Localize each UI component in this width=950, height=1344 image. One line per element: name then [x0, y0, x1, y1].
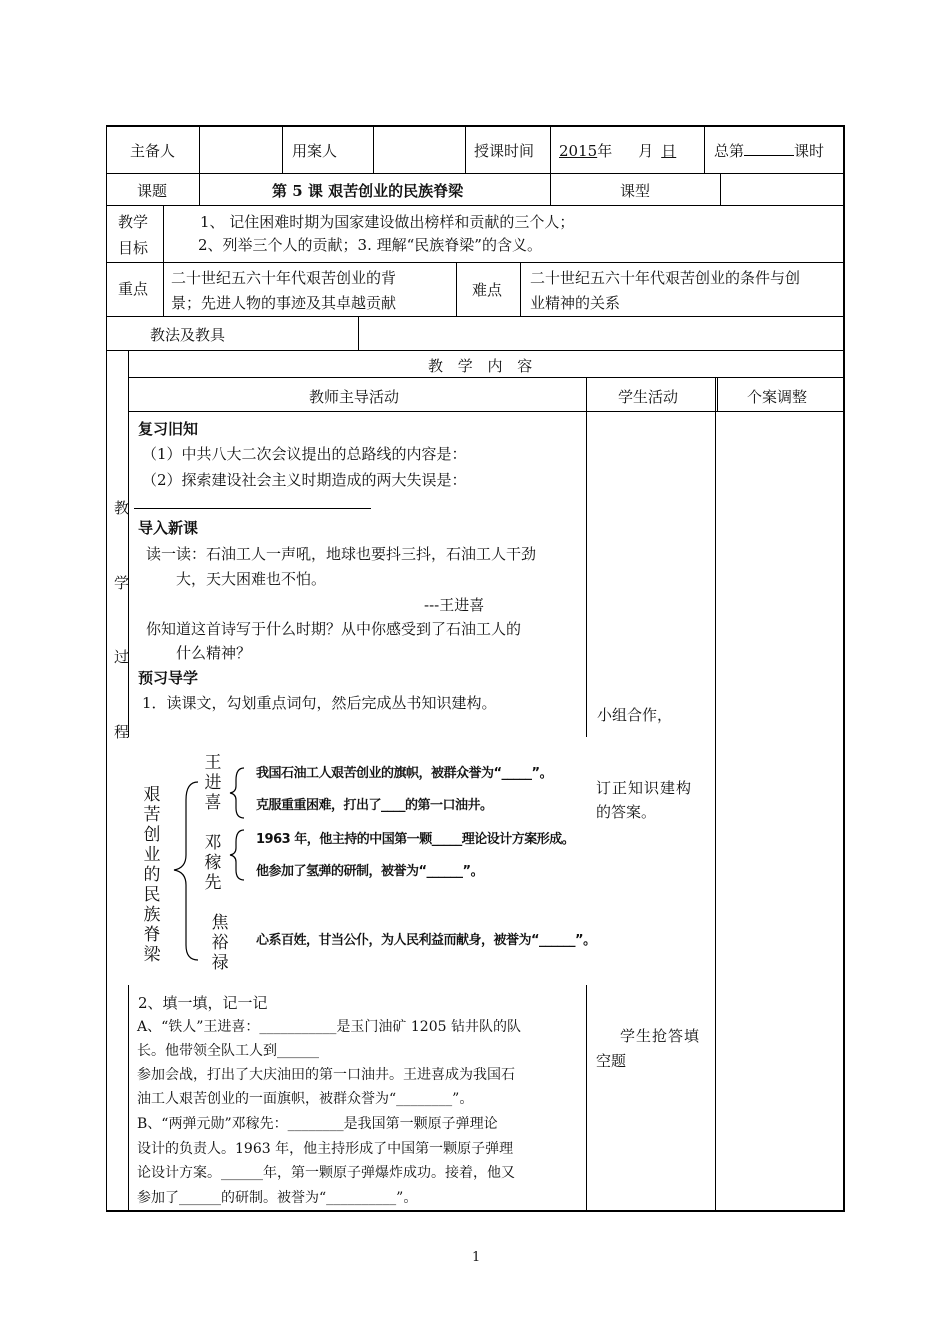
goal-line-2: 2、列举三个人的贡献；3. 理解“民族脊梁”的含义。: [198, 236, 542, 254]
diagram-person-deng: 邓稼先: [204, 833, 222, 893]
intro-poem-line-2: 大，天大困难也不怕。: [176, 570, 327, 588]
fill-b-line-4: 参加了______的研制。被誉为“__________”。: [137, 1190, 418, 1206]
date-nian: 年: [597, 142, 613, 160]
process-label-char: 学: [114, 574, 130, 592]
keshi-label: 课时: [794, 142, 825, 160]
fill-heading: 2、填一填，记一记: [138, 994, 268, 1012]
student-activity-answer-1: 学生抢答填: [620, 1027, 701, 1045]
diagram-person-wang: 王进喜: [204, 753, 222, 813]
lesson-title: 第 5 课 艰苦创业的民族脊梁: [272, 182, 464, 200]
difficulty-line-2: 业精神的关系: [530, 294, 621, 312]
review-question-2: （2）探索建设社会主义时期造成的两大失误是：: [142, 471, 467, 489]
key-point-label: 重点: [118, 280, 149, 298]
preview-heading: 预习导学: [138, 669, 199, 687]
intro-poem-author: ---王进喜: [424, 596, 485, 614]
shouke-time-label: 授课时间: [474, 142, 535, 160]
zongdi-label: 总第: [714, 142, 745, 160]
fill-a-line-2: 长。他带领全队工人到______: [137, 1043, 319, 1059]
diagram-root: 艰苦创业的民族脊梁: [143, 785, 161, 965]
key-point-line-1: 二十世纪五六十年代艰苦创业的背: [171, 269, 397, 287]
process-label-char: 过: [114, 648, 130, 666]
fill-a-line-4: 油工人艰苦创业的一面旗帜，被群众誉为“________”。: [137, 1091, 474, 1107]
method-label: 教法及教具: [150, 326, 226, 344]
intro-poem-line-1: 读一读：石油工人一声吼，地球也要抖三抖，石油工人干劲: [146, 545, 537, 563]
intro-question-line-1: 你知道这首诗写于什么时期？从中你感受到了石油工人的: [146, 620, 522, 638]
total-lesson[interactable]: [714, 140, 824, 161]
intro-heading: 导入新课: [138, 519, 199, 537]
date-year: 2015: [559, 142, 598, 160]
review-answer-line[interactable]: [134, 508, 371, 509]
goals-label-2: 目标: [118, 239, 149, 257]
lesson-date[interactable]: [559, 140, 691, 161]
date-yue: 月: [638, 142, 654, 160]
fill-b-line-1: B、“两弹元勋”邓稼先：________是我国第一颗原子弹理论: [137, 1116, 498, 1132]
diagram-jiao-fact-1: 心系百姓，甘当公仆，为人民利益而献身，被誉为“______”。: [256, 933, 596, 948]
yonganren-label: 用案人: [292, 142, 338, 160]
fill-b-line-3: 论设计方案。______年，第一颗原子弹爆炸成功。接着，他又: [137, 1165, 515, 1181]
adjust-column-header: 个案调整: [747, 388, 808, 406]
student-activity-answer-2: 空题: [596, 1052, 627, 1070]
date-day: 日: [661, 142, 677, 160]
diagram-person-jiao: 焦裕禄: [211, 913, 229, 973]
student-activity-correct-1: 订正知识建构: [596, 779, 693, 797]
page-number: 1: [472, 1250, 481, 1265]
key-point-line-2: 景；先进人物的事迹及其卓越贡献: [171, 294, 397, 312]
student-column-header: 学生活动: [618, 388, 679, 406]
lesson-type-label: 课型: [620, 182, 651, 200]
diagram-wang-fact-1: 我国石油工人艰苦创业的旗帜，被群众誉为“_____”。: [256, 766, 553, 781]
review-heading: 复习旧知: [138, 420, 199, 438]
difficulty-line-1: 二十世纪五六十年代艰苦创业的条件与创: [530, 269, 801, 287]
intro-question-line-2: 什么精神？: [176, 644, 252, 662]
fill-a-line-1: A、“铁人”王进喜：___________是玉门油矿 1205 钻井队的队: [137, 1019, 521, 1035]
goals-label-1: 教学: [118, 213, 149, 231]
teaching-content-title: 教 学 内 容: [428, 357, 533, 375]
zhubeiren-label: 主备人: [130, 142, 176, 160]
student-activity-group: 小组合作，: [597, 706, 673, 724]
process-label-char: 程: [114, 723, 130, 741]
diagram-deng-fact-2: 他参加了氢弹的研制，被誉为“______”。: [256, 864, 484, 879]
diagram-deng-fact-1: 1963 年，他主持的中国第一颗_____理论设计方案形成。: [256, 832, 575, 847]
diagram-wang-fact-2: 克服重重困难，打出了____的第一口油井。: [256, 798, 493, 813]
fill-b-line-2: 设计的负责人。1963 年，他主持形成了中国第一颗原子弹理: [137, 1141, 514, 1157]
lesson-number-blank[interactable]: [744, 141, 794, 156]
goal-line-1: 1、 记住困难时期为国家建设做出榜样和贡献的三个人；: [200, 213, 575, 231]
teacher-column-header: 教师主导活动: [309, 388, 400, 406]
preview-task-1: 1．读课文，勾划重点词句，然后完成丛书知识建构。: [142, 694, 497, 712]
review-question-1: （1）中共八大二次会议提出的总路线的内容是：: [142, 445, 467, 463]
difficulty-label: 难点: [472, 281, 503, 299]
process-label-char: 教: [114, 499, 130, 517]
fill-a-line-3: 参加会战，打出了大庆油田的第一口油井。王进喜成为我国石: [137, 1067, 515, 1083]
student-activity-correct-2: 的答案。: [596, 803, 657, 821]
topic-label: 课题: [137, 182, 168, 200]
